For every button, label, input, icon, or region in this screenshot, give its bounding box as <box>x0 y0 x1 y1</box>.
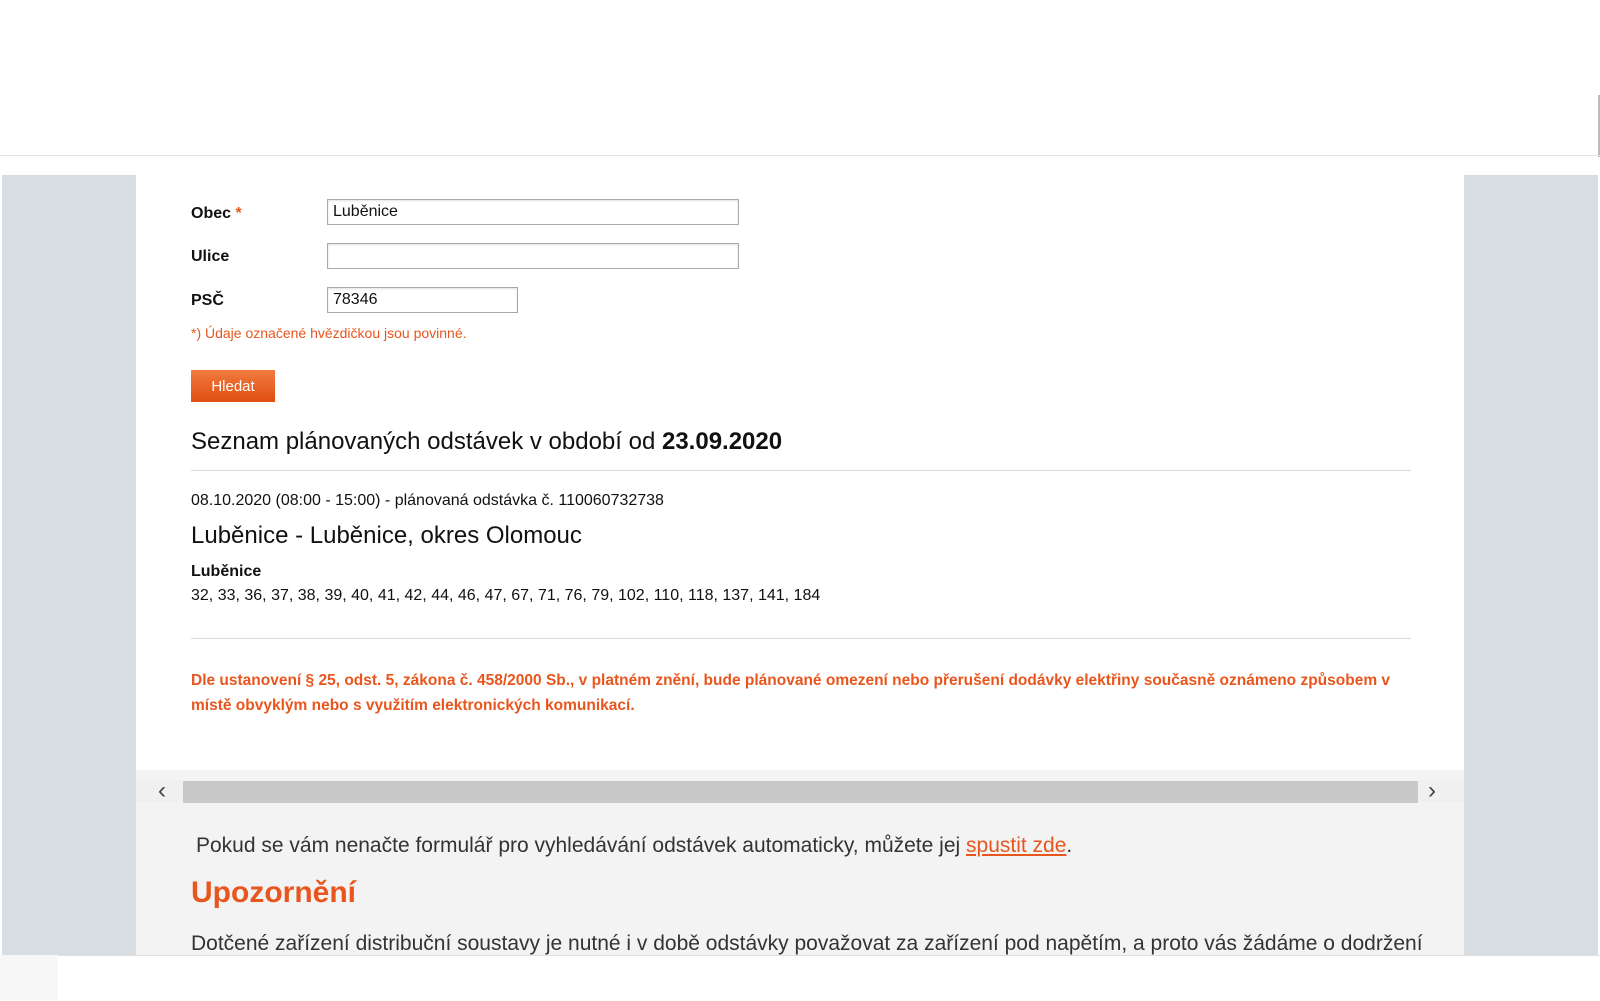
results-title-prefix: Seznam plánovaných odstávek v období od <box>191 428 656 455</box>
outage-town: Luběnice <box>191 563 262 580</box>
manual-start-hint <box>196 834 1072 858</box>
scrollbar-thumb[interactable] <box>183 781 1418 803</box>
start-here-link[interactable]: spustit zde <box>966 834 1067 857</box>
hint-end: . <box>1066 834 1073 857</box>
outage-header: 08.10.2020 (08:00 - 15:00) - plánovaná odstávka č. 110060732738 <box>191 492 664 509</box>
hint-text: Pokud se vám nenačte formulář pro vyhledávání odstávek automaticky, můžete jej <box>196 834 961 857</box>
required-mark: * <box>235 205 242 222</box>
bottom-corner <box>0 955 58 1000</box>
top-blank-area <box>0 0 1600 175</box>
outage-place: Luběnice - Luběnice, okres Olomouc <box>191 522 582 549</box>
ulice-input[interactable] <box>327 243 739 269</box>
warning-text: Dotčené zařízení distribuční soustavy je nutné i v době odstávky považovat za zařízení pod napětím, a proto vás žádáme o dodržení <box>191 932 1423 955</box>
obec-label <box>191 205 242 223</box>
obec-input[interactable] <box>327 199 739 225</box>
scroll-right-icon[interactable]: › <box>1428 777 1436 804</box>
bottom-blank-area <box>0 955 1600 1001</box>
ulice-label: Ulice <box>191 248 230 265</box>
required-note: *) Údaje označené hvězdičkou jsou povinné. <box>191 325 467 341</box>
results-title <box>191 428 782 456</box>
scroll-left-icon[interactable]: ‹ <box>158 777 166 804</box>
obec-label-text: Obec <box>191 205 232 222</box>
results-title-date: 23.09.2020 <box>661 428 783 455</box>
results-divider <box>191 470 1411 471</box>
psc-label: PSČ <box>191 292 224 309</box>
psc-input[interactable] <box>327 287 518 313</box>
legal-divider <box>191 638 1411 639</box>
outage-house-numbers: 32, 33, 36, 37, 38, 39, 40, 41, 42, 44, 46, 47, 67, 71, 76, 79, 102, 110, 118, 137, 141, 184 <box>191 587 821 604</box>
search-button[interactable]: Hledat <box>191 370 275 402</box>
header-divider <box>0 155 1600 156</box>
warning-title: Upozornění <box>191 876 356 909</box>
legal-note: Dle ustanovení § 25, odst. 5, zákona č. 458/2000 Sb., v platném znění, bude plánované omezení nebo přerušení dodávky elektřiny současně oznámeno způsobem v místě obvyklým nebo s využitím elektronických komunikací. <box>191 672 1391 714</box>
